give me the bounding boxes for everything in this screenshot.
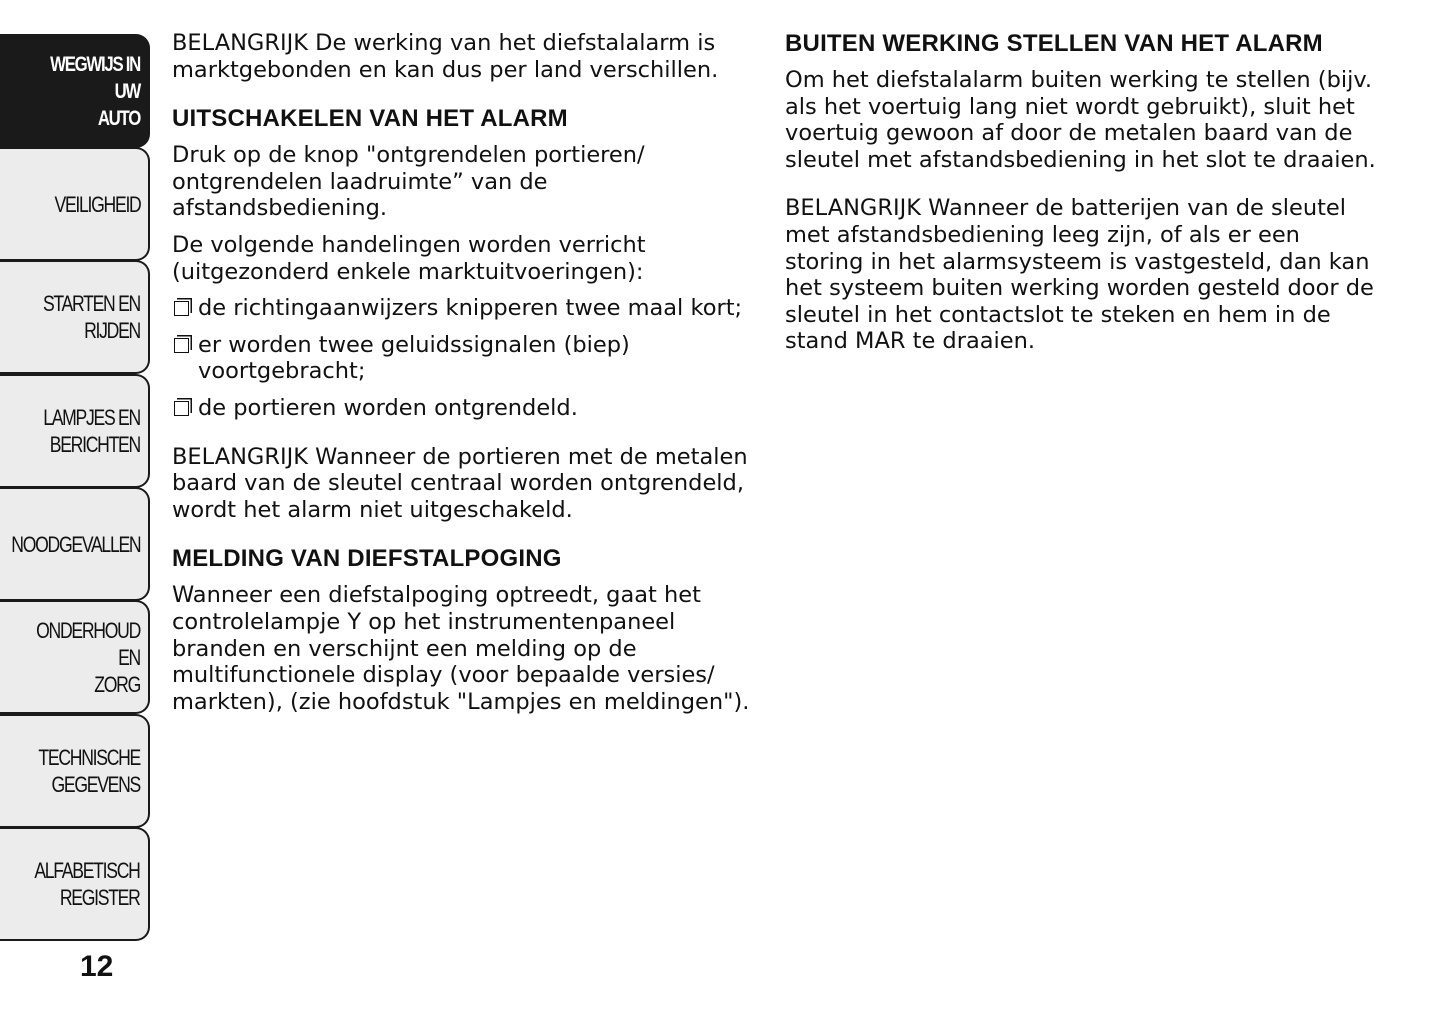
tab-noodgevallen[interactable] <box>0 487 150 601</box>
list-item-text: er worden twee geluidssignalen (biep) voortgebracht; <box>198 331 630 385</box>
intro-note: BELANGRIJK De werking van het diefstalalarm is marktgebonden en kan dus per land verschillen. <box>172 30 719 83</box>
tab-veiligheid[interactable] <box>0 147 150 261</box>
tab-lampjes-en-berichten[interactable] <box>0 374 150 488</box>
paragraph: Wanneer een diefstalpoging optreedt, gaat het controlelampje Y op het instrumentenpaneel branden en verschijnt een melding op de multifunctionele display (voor bepaalde versies/ markten), (zie hoofdstuk "Lampjes en meldingen"). <box>172 582 750 715</box>
left-column <box>172 30 762 715</box>
tab-label: ONDERHOUD EN ZORG <box>36 617 141 697</box>
list-item-text: de richtingaanwijzers knipperen twee maal kort; <box>198 295 743 322</box>
tab-label: ALFABETISCH REGISTER <box>34 858 141 910</box>
heading-buiten-werking: BUITEN WERKING STELLEN VAN HET ALARM <box>785 30 1323 57</box>
list-item-text: de portieren worden ontgrendeld. <box>198 394 578 421</box>
paragraph: Om het diefstalalarm buiten werking te stellen (bijv. als het voertuig lang niet wordt gebruikt), sluit het voertuig gewoon af door de metalen baard van de sleutel met afstandsbediening in het slot te draaien. <box>785 67 1376 173</box>
list-item <box>172 332 762 385</box>
heading-uitschakelen: UITSCHAKELEN VAN HET ALARM <box>172 105 568 133</box>
page-number: 12 <box>80 950 114 983</box>
important-note: BELANGRIJK Wanneer de batterijen van de sleutel met afstandsbediening leeg zijn, of als er een storing in het alarmsysteem is vastgesteld, dan kan het systeem buiten werking worden gesteld door de sleutel in het contactslot te steken en hem in de stand MAR te draaien. <box>785 195 1374 355</box>
paragraph: Druk op de knop "ontgrendelen portieren/ ontgrendelen laadruimte” van de afstandsbediening. <box>172 142 645 222</box>
tab-label: NOODGEVALLEN <box>10 531 140 557</box>
checkbox-bullet-icon <box>174 401 189 416</box>
tab-technische-gegevens[interactable] <box>0 714 150 828</box>
tab-label: VEILIGHEID <box>54 191 140 217</box>
tab-onderhoud-en-zorg[interactable] <box>0 600 150 714</box>
tab-starten-en-rijden[interactable] <box>0 260 150 374</box>
important-note: BELANGRIJK Wanneer de portieren met de metalen baard van de sleutel centraal worden ontgrendeld, wordt het alarm niet uitgeschakeld. <box>172 443 748 523</box>
tab-label: LAMPJES EN BERICHTEN <box>43 405 140 457</box>
checkbox-bullet-icon <box>174 301 189 316</box>
tab-label: WEGWIJS IN UW AUTO <box>50 52 140 130</box>
checkbox-bullet-icon <box>174 338 189 353</box>
list-item <box>172 295 762 322</box>
list-item <box>172 395 762 422</box>
right-column <box>785 30 1385 355</box>
tab-label: TECHNISCHE GEGEVENS <box>38 745 140 797</box>
paragraph: De volgende handelingen worden verricht (uitgezonderd enkele marktuitvoeringen): <box>172 231 646 285</box>
tab-wegwijs-in-uw-auto[interactable] <box>0 34 150 148</box>
heading-melding: MELDING VAN DIEFSTALPOGING <box>172 545 562 573</box>
tab-alfabetisch-register[interactable] <box>0 827 150 941</box>
tab-label: STARTEN EN RIJDEN <box>42 291 140 343</box>
